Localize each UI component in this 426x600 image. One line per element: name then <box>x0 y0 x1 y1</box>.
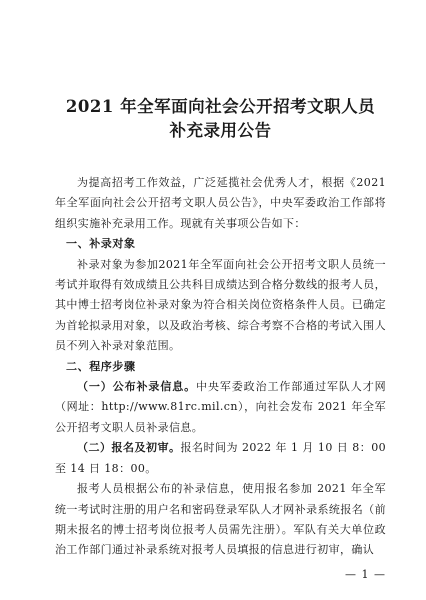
item-1-body: 中央军委政治工作部通过军队人才网（网址：http://www.81rc.mil.cn），向社会发布 2021 年全军公开招考文职人员补录信息。 <box>55 380 387 434</box>
title-line-1: 2021 年全军面向社会公开招考文职人员 <box>65 97 376 116</box>
item-2-body: 报名时间为 2022 年 1 月 10 日 8：00 至 14 日 18：00。 <box>55 441 386 475</box>
document-body <box>55 173 386 561</box>
item-2-paragraph <box>55 438 386 479</box>
intro-paragraph: 为提高招考工作效益，广泛延揽社会优秀人才，根据《2021年全军面向社会公开招考文职人员公告》，中央军委政治工作部将组织实施补充录用工作。现就有关事项公告如下： <box>55 176 386 230</box>
section-heading-2: 二、程序步骤 <box>66 359 136 373</box>
item-1-paragraph <box>55 377 386 438</box>
section-1-paragraph: 补录对象为参加2021年全军面向社会公开招考文职人员统一考试并取得有效成绩且公共科目成绩达到合格分数线的报考人员，其中博士招考岗位补录对象为符合相关岗位资格条件人员。已确定为首轮拟录用对象，以及政治考核、综合考察不合格的考试入围人员不列入补录对象范围。 <box>55 257 386 353</box>
title-line-2: 补充录用公告 <box>169 121 272 140</box>
document-title <box>55 0 386 143</box>
section-heading-1: 一、补录对象 <box>66 237 136 251</box>
item-2-detail-paragraph: 报考人员根据公布的补录信息，使用报名参加 2021 年全军统一考试时注册的用户名和密码登录军队人才网补录系统报名（前期未报名的博士招考岗位报考人员需先注册）。军队有关大单位政治工作部门通过补录系统对报考人员填报的信息进行初审，确认 <box>55 482 386 557</box>
item-2-lead: （二）报名及初审。 <box>77 441 181 455</box>
item-1-lead: （一）公布补录信息。 <box>77 380 197 394</box>
page-number: — 1 — <box>345 568 386 581</box>
